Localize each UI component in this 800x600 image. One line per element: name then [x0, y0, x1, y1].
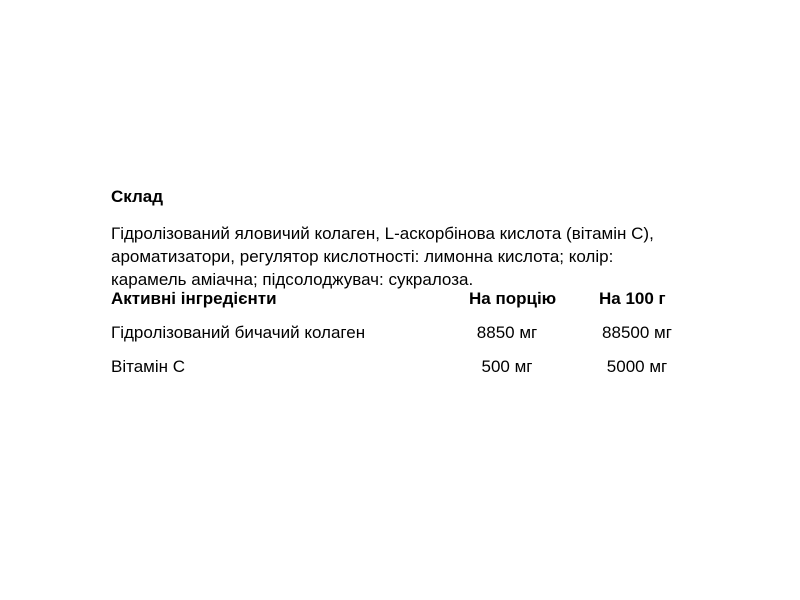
composition-heading: Склад: [111, 187, 164, 206]
ingredient-name: Вітамін С: [111, 357, 186, 376]
table-row: [111, 355, 731, 379]
per-serving-value: 8850 мг: [476, 323, 538, 342]
per-100g-value: 88500 мг: [602, 323, 672, 342]
header-per-100g: На 100 г: [599, 289, 666, 308]
table-header-row: [111, 287, 731, 311]
per-100g-value: 5000 мг: [606, 357, 668, 376]
header-per-serving: На порцію: [469, 289, 557, 308]
table-row: [111, 321, 731, 345]
ingredient-name: Гідролізований бичачий колаген: [111, 323, 366, 342]
document-body: [111, 186, 731, 403]
header-active-ingredients: Активні інгредієнти: [111, 289, 277, 308]
composition-text: Гідролізований яловичий колаген, L-аскорбінова кислота (вітамін С), ароматизатори, регулятор кислотності: лимонна кислота; колір: карамель аміачна; підсолоджувач: сукралоза.: [111, 224, 654, 289]
ingredients-table: [111, 291, 731, 403]
per-serving-value: 500 мг: [481, 357, 533, 376]
